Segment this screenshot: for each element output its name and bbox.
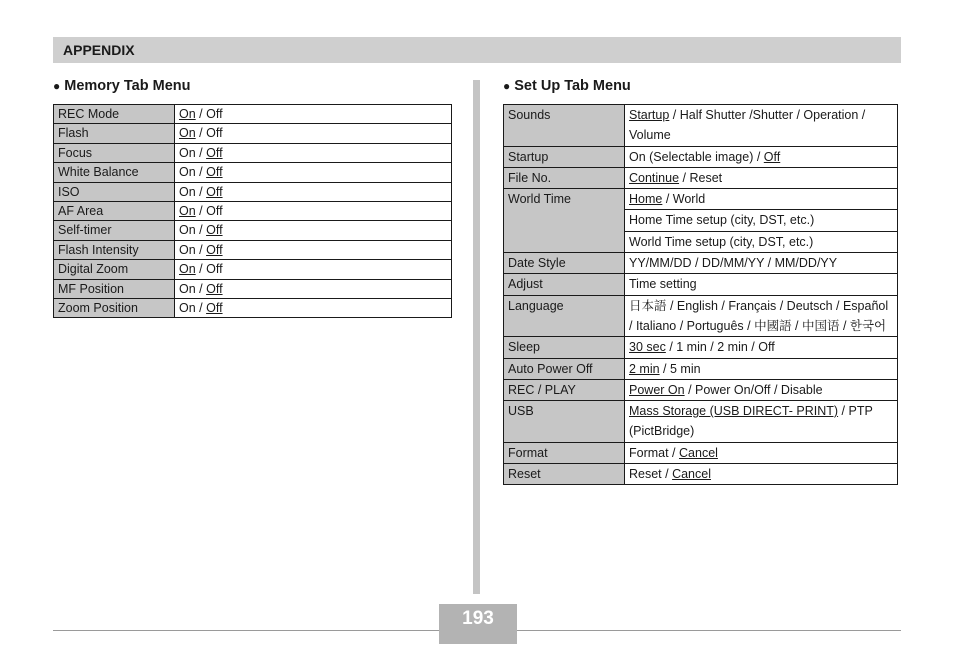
setting-name: REC / PLAY [504, 379, 625, 400]
setting-name: Language [504, 295, 625, 337]
setting-name: Auto Power Off [504, 358, 625, 379]
setting-name: White Balance [54, 163, 175, 182]
setting-options [625, 146, 898, 167]
setting-name: Startup [504, 146, 625, 167]
setting-name: REC Mode [54, 105, 175, 124]
setting-options [625, 401, 898, 443]
column-divider [473, 80, 480, 594]
table-row [504, 295, 898, 337]
setting-name: Self-timer [54, 221, 175, 240]
option-text: / PTP (PictBridge) [629, 404, 873, 439]
default-option: Off [206, 242, 223, 257]
setting-options [625, 464, 898, 485]
table-row [54, 202, 452, 221]
table-row [504, 358, 898, 379]
option-text: On / [179, 184, 207, 199]
default-option: 30 sec [629, 340, 666, 355]
option-text: 日本語 / English / Français / Deutsch / Español / Italiano / Português / 中國語 / 中国语 / 한국어 [629, 298, 889, 333]
default-option: Off [206, 281, 223, 296]
setting-options [625, 337, 898, 358]
default-option: On [179, 107, 196, 121]
default-option: Off [206, 145, 223, 160]
option-text: On / [179, 223, 207, 238]
default-option: Home [629, 192, 663, 207]
option-text: YY/MM/DD / DD/MM/YY / MM/DD/YY [629, 256, 838, 271]
default-option: Off [206, 223, 223, 238]
bullet-icon: ● [503, 79, 511, 93]
default-option: Off [206, 301, 223, 316]
table-row [54, 182, 452, 201]
setting-name: AF Area [54, 202, 175, 221]
setting-name: ISO [54, 182, 175, 201]
table-row [54, 240, 452, 259]
default-option: Cancel [672, 467, 711, 482]
table-row [504, 442, 898, 463]
setting-name: Focus [54, 143, 175, 162]
option-text: On / [179, 165, 207, 180]
setting-options [175, 202, 452, 221]
default-option: Power On [629, 382, 685, 397]
setup-tab-table [503, 104, 898, 485]
option-text: On / [179, 301, 207, 316]
option-text: World Time setup (city, DST, etc.) [629, 234, 814, 249]
setting-name: Flash [54, 124, 175, 143]
setting-name: Digital Zoom [54, 260, 175, 279]
option-text: / Off [195, 107, 223, 121]
default-option: 2 min [629, 361, 660, 376]
page-number: 193 [439, 604, 517, 644]
table-row [504, 379, 898, 400]
setting-options [175, 163, 452, 182]
memory-tab-menu-title: ● Memory Tab Menu [53, 78, 191, 94]
table-row [504, 401, 898, 443]
table-row [54, 124, 452, 143]
table-row [54, 143, 452, 162]
setting-options [625, 358, 898, 379]
setting-options [175, 260, 452, 279]
default-option: Cancel [679, 445, 718, 460]
table-row [504, 274, 898, 295]
setting-options [625, 105, 898, 147]
setting-options [175, 240, 452, 259]
setting-options [175, 182, 452, 201]
setting-name: Reset [504, 464, 625, 485]
option-text: / Off [195, 262, 223, 277]
setting-options [175, 143, 452, 162]
setting-options [625, 274, 898, 295]
table-row [504, 464, 898, 485]
setting-name: Sleep [504, 337, 625, 358]
setting-options [175, 105, 452, 124]
table-row [54, 105, 452, 124]
setting-options [625, 442, 898, 463]
setting-options [625, 167, 898, 188]
option-text: / Power On/Off / Disable [684, 382, 823, 397]
default-option: Mass Storage (USB DIRECT- PRINT) [629, 404, 839, 419]
default-option: Off [206, 184, 223, 199]
table-row [504, 167, 898, 188]
setting-options [625, 295, 898, 337]
setting-name: USB [504, 401, 625, 443]
setup-tab-menu-title: ● Set Up Tab Menu [503, 78, 631, 94]
setting-name: Zoom Position [54, 299, 175, 318]
setting-options [625, 210, 898, 231]
setting-name: Format [504, 442, 625, 463]
section-header-label: APPENDIX [63, 42, 135, 58]
setting-options [625, 253, 898, 274]
option-text: / World [662, 192, 706, 207]
default-option: Continue [629, 170, 680, 185]
option-text: Home Time setup (city, DST, etc.) [629, 213, 815, 228]
setting-options [625, 189, 898, 210]
setting-options [175, 299, 452, 318]
option-text: On / [179, 242, 207, 257]
setting-options [175, 221, 452, 240]
default-option: On [179, 262, 196, 277]
setting-options [625, 231, 898, 252]
option-text: On / [179, 145, 207, 160]
setting-options [175, 124, 452, 143]
section-header-bar [53, 37, 901, 63]
table-row [504, 189, 898, 210]
setting-name: File No. [504, 167, 625, 188]
table-row [504, 253, 898, 274]
setting-options [175, 279, 452, 298]
option-text: / Off [195, 126, 223, 141]
default-option: Off [206, 165, 223, 180]
table-row [504, 146, 898, 167]
table-row [54, 279, 452, 298]
table-row [504, 337, 898, 358]
default-option: Off [763, 149, 781, 164]
option-text: Reset / [629, 467, 673, 482]
setting-name: Date Style [504, 253, 625, 274]
bullet-icon: ● [53, 79, 61, 93]
default-option: Startup [629, 108, 670, 122]
option-text: / 5 min [659, 361, 701, 376]
setting-name: Adjust [504, 274, 625, 295]
table-row [54, 299, 452, 318]
option-text: On / [179, 281, 207, 296]
setting-name: Flash Intensity [54, 240, 175, 259]
option-text: / Off [195, 204, 223, 219]
option-text: Format / [629, 445, 680, 460]
table-row [504, 105, 898, 147]
option-text: / Reset [679, 170, 723, 185]
option-text: On (Selectable image) / [629, 149, 764, 164]
setting-name: World Time [504, 189, 625, 253]
table-row [54, 221, 452, 240]
memory-tab-table [53, 104, 452, 318]
table-row [54, 260, 452, 279]
option-text: Time setting [629, 277, 697, 292]
setting-name: MF Position [54, 279, 175, 298]
setting-name: Sounds [504, 105, 625, 147]
default-option: On [179, 126, 196, 141]
option-text: / Half Shutter /Shutter / Operation / Volume [629, 108, 866, 143]
option-text: / 1 min / 2 min / Off [665, 340, 775, 355]
default-option: On [179, 204, 196, 219]
table-row [54, 163, 452, 182]
setting-options [625, 379, 898, 400]
